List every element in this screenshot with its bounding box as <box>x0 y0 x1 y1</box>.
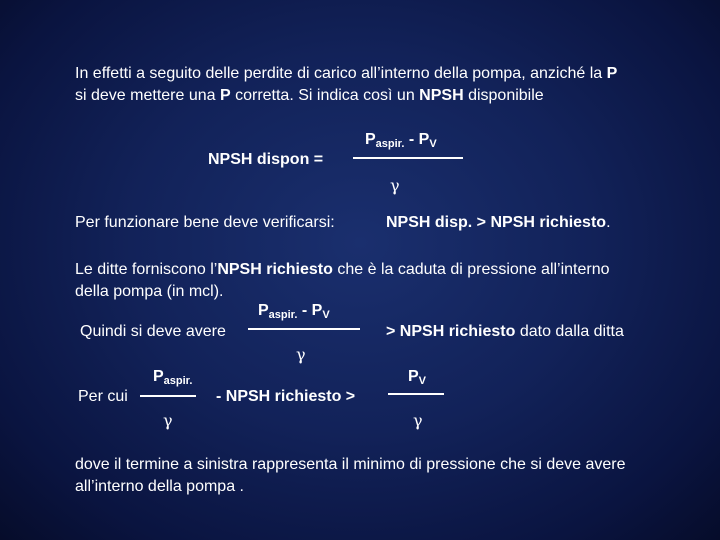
fraction-bar <box>353 157 463 159</box>
pressure-symbol: P <box>219 87 231 104</box>
fraction-bar <box>140 395 196 397</box>
npsh-term: > NPSH richiesto <box>386 323 516 340</box>
subscript: aspir. <box>163 375 193 387</box>
pressure-symbol: P <box>606 65 618 82</box>
conclusion-line-1: dove il termine a sinistra rappresenta il minimo di pressione che si deve avere <box>75 456 626 473</box>
p-symbol: P <box>365 131 376 148</box>
subscript: V <box>418 375 427 387</box>
para-text: Le ditte forniscono l’ <box>75 261 218 278</box>
formula1-numerator <box>365 130 437 154</box>
formula2-numerator <box>258 301 330 325</box>
p-symbol: P <box>153 368 164 385</box>
formula3-lead: Per cui <box>78 388 128 405</box>
formula3-numerator <box>153 367 192 391</box>
subscript: aspir. <box>268 309 298 321</box>
npsh-term: NPSH richiesto <box>217 261 333 278</box>
fraction-bar <box>248 328 360 330</box>
npsh-term: NPSH <box>419 87 464 104</box>
gamma-symbol: γ <box>296 345 306 364</box>
intro-line-1 <box>75 64 617 84</box>
rhs-text: dato dalla ditta <box>515 323 624 340</box>
intro-text: si deve mettere una <box>75 87 220 104</box>
formula2-rhs <box>386 322 624 342</box>
condition-inequality: NPSH disp. > NPSH richiesto <box>386 214 607 231</box>
intro-text: In effetti a seguito delle perdite di carico all’interno della pompa, anziché la <box>75 65 607 82</box>
minus-p: - P <box>297 302 323 319</box>
condition-label: Per funzionare bene deve verificarsi: <box>75 214 335 231</box>
subscript: V <box>322 309 330 321</box>
period: . <box>606 214 611 231</box>
intro-line-2 <box>75 86 544 106</box>
subscript: V <box>429 138 437 150</box>
fraction-bar <box>388 393 444 395</box>
subscript: aspir. <box>375 138 405 150</box>
intro-text: corretta. Si indica così un <box>230 87 420 104</box>
p-symbol: P <box>258 302 269 319</box>
formula3-middle: - NPSH richiesto > <box>216 388 356 405</box>
formula3-numerator-2 <box>408 367 426 391</box>
intro-text: disponibile <box>463 87 544 104</box>
gamma-symbol: γ <box>163 411 173 430</box>
para-text: che è la caduta di pressione all’interno <box>332 261 610 278</box>
gamma-symbol: γ <box>390 176 400 195</box>
formula1-lhs: NPSH dispon = <box>208 151 324 168</box>
p-symbol: P <box>408 368 419 385</box>
conclusion-line-2: all’interno della pompa . <box>75 478 244 495</box>
gamma-symbol: γ <box>413 411 423 430</box>
condition-expression <box>386 213 611 233</box>
minus-p: - P <box>404 131 430 148</box>
formula2-lead: Quindi si deve avere <box>80 323 226 340</box>
para2-line-2: della pompa (in mcl). <box>75 283 224 300</box>
para2-line-1 <box>75 260 610 280</box>
